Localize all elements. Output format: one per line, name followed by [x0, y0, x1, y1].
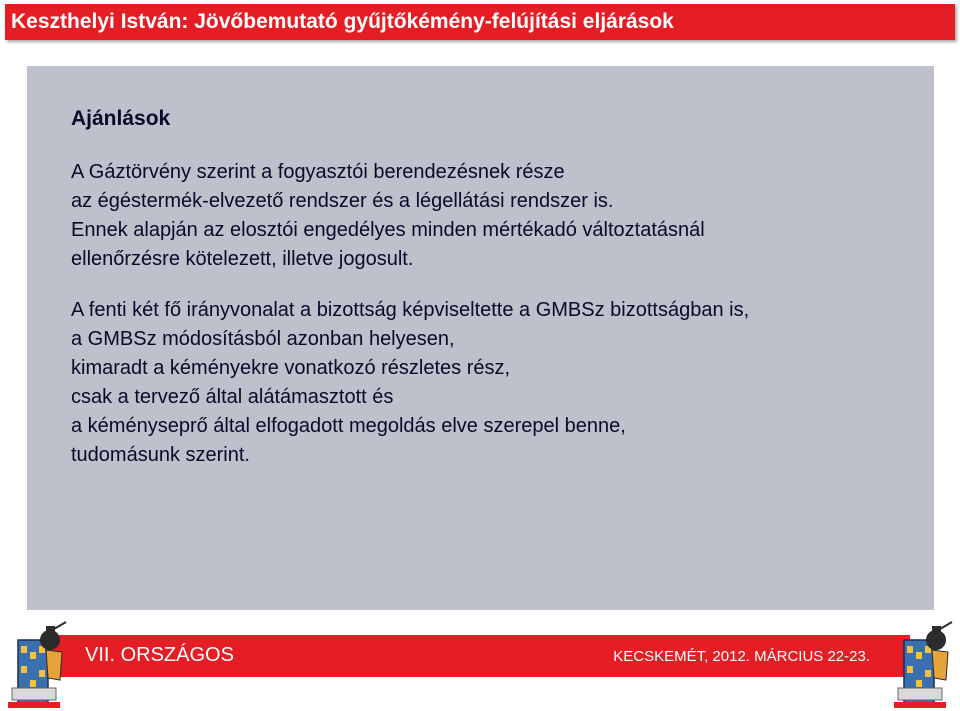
- slide-title: Keszthelyi István: Jövőbemutató gyűjtőkémény-felújítási eljárások: [11, 10, 674, 33]
- content-box: [27, 66, 934, 610]
- footer-event-label: VII. ORSZÁGOS: [85, 644, 234, 666]
- paragraph-1: [71, 158, 921, 274]
- paragraph-line: tudomásunk szerint.: [71, 444, 250, 466]
- paragraph-line: A Gáztörvény szerint a fogyasztói berendezésnek része: [71, 161, 565, 183]
- content-text: [71, 104, 921, 492]
- footer-bar: [50, 635, 910, 677]
- paragraph-line: a GMBSz módosításból azonban helyesen,: [71, 328, 455, 350]
- paragraph-line: A fenti két fő irányvonalat a bizottság képviseltette a GMBSz bizottságban is,: [71, 299, 750, 321]
- paragraph-line: az égéstermék-elvezető rendszer és a légellátási rendszer is.: [71, 190, 614, 212]
- paragraph-line: Ennek alapján az elosztói engedélyes minden mértékadó változtatásnál: [71, 219, 705, 241]
- chimney-sweep-logo-icon: [888, 618, 958, 710]
- paragraph-line: a kéményseprő által elfogadott megoldás elve szerepel benne,: [71, 415, 626, 437]
- title-bar: [5, 4, 955, 40]
- section-heading: Ajánlások: [71, 107, 171, 130]
- paragraph-2: [71, 296, 921, 470]
- paragraph-line: kimaradt a kéményekre vonatkozó részletes rész,: [71, 357, 511, 379]
- paragraph-line: csak a tervező által alátámasztott és: [71, 386, 394, 408]
- chimney-sweep-logo-icon: [2, 618, 72, 710]
- footer-location-date: KECSKEMÉT, 2012. MÁRCIUS 22-23.: [613, 648, 870, 665]
- paragraph-line: ellenőrzésre kötelezett, illetve jogosult.: [71, 248, 414, 270]
